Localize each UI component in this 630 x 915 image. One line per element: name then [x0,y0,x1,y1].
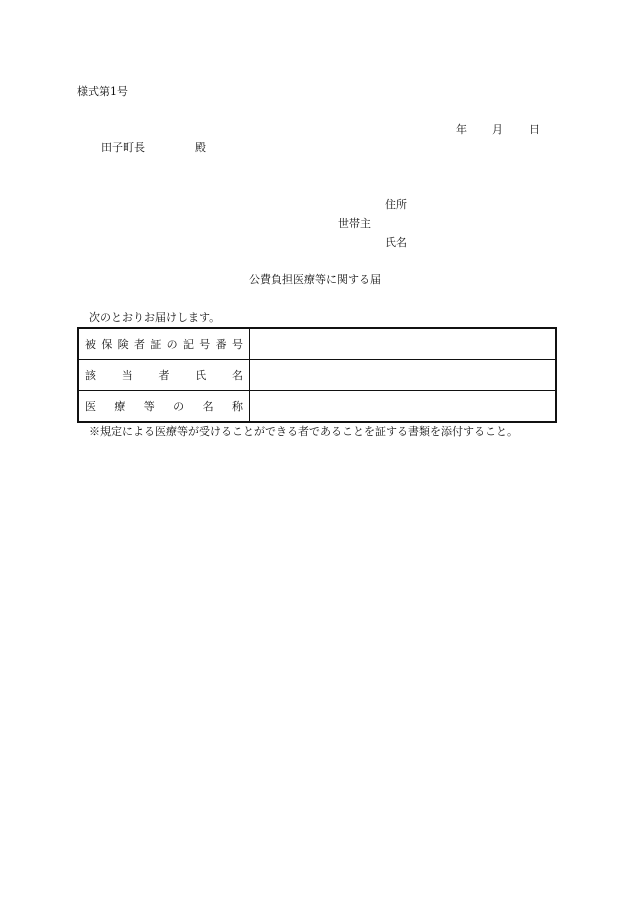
addressee: 田子町長 [101,141,145,154]
label-char: 号 [231,338,243,351]
applicable-person-name-field[interactable] [250,360,557,391]
row-label-cell [78,328,250,360]
address-label: 住所 [385,198,407,211]
label-char: 号 [199,338,211,351]
intro-text: 次のとおりお届けします。 [89,311,221,324]
table-row [78,328,556,360]
label-char: 医 [85,400,96,413]
date-month-label: 月 [492,123,503,136]
name-label: 氏名 [385,236,407,249]
label-char: 番 [215,338,227,351]
row-label-cell [78,360,250,391]
label-char: の [166,338,178,351]
label-char: 当 [121,369,133,382]
label-char: 名 [232,369,243,382]
table-row [78,391,556,423]
label-char: 名 [202,400,214,413]
insurance-card-number-field[interactable] [250,328,557,360]
honorific: 殿 [195,141,206,154]
document-title: 公費負担医療等に関する届 [249,273,381,286]
label-char: 称 [231,400,243,413]
label-char: 該 [85,369,96,382]
applicable-person-name-label [85,367,243,383]
date-day-label: 日 [529,123,540,136]
label-char: 記 [182,338,194,351]
label-char: 者 [158,369,170,382]
label-char: 者 [133,338,145,351]
notification-table [77,327,557,423]
label-char: 氏 [195,369,207,382]
label-char: 等 [143,400,155,413]
attachment-note: ※規定による医療等が受けることができる者であることを証する書類を添付すること。 [89,425,518,438]
label-char: 保 [101,338,113,351]
householder-label: 世帯主 [338,217,371,230]
medical-care-name-field[interactable] [250,391,557,423]
form-number: 様式第1号 [77,85,128,98]
date-year-label: 年 [456,123,467,136]
label-char: 険 [117,338,129,351]
label-char: 療 [114,400,126,413]
table-row [78,360,556,391]
insurance-card-number-label [85,336,243,352]
label-char: の [173,400,185,413]
medical-care-name-label [85,398,243,414]
label-char: 証 [150,338,162,351]
row-label-cell [78,391,250,423]
label-char: 被 [85,338,96,351]
